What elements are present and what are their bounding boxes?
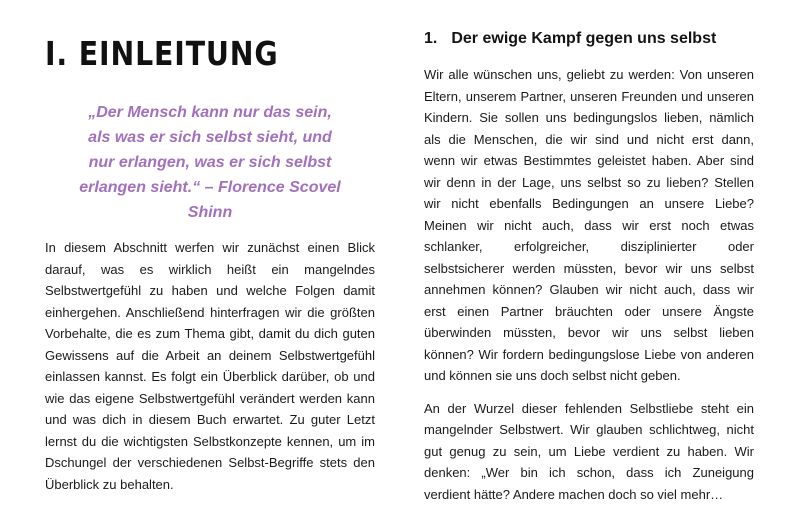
text-line: überwinden müssten, bevor wir uns selbst lieben <box>424 325 754 340</box>
text-line: und was dich in diesem Buch erwartet. Zu guter Letzt <box>45 412 375 427</box>
text-line: wie das eigene Selbstwertgefühl verändert werden kann <box>45 390 375 406</box>
section-title: Der ewige Kampf gegen uns selbst <box>451 30 717 47</box>
text-line: einhergehen. Anschließend hinterfragen wir die größten <box>45 304 375 320</box>
text-line: An der Wurzel dieser fehlenden Selbstliebe steht ein <box>424 400 754 416</box>
text-line: wir denn in der Lage, uns selbst so zu lieben? Stellen <box>424 174 754 190</box>
text-line: mangelnder Selbstwert. Wir glauben schlichtweg, nicht <box>424 422 754 437</box>
text-line: Selbstwertgefühl zu haben und welche Folgen damit <box>45 283 375 298</box>
text-line: können? Wir fordern bedingungslose Liebe von anderen <box>424 346 754 362</box>
epigraph-quote <box>45 100 375 225</box>
text-line: verdient hätte? Andere machen doch so viel mehr… <box>424 486 724 502</box>
text-line: Wir alle wünschen uns, geliebt zu werden: Von unseren <box>424 67 754 82</box>
text-line: und können sie uns doch selbst nicht geben. <box>424 368 681 383</box>
text-line: darauf, was es wirklich heißt ein mangelndes <box>45 261 375 277</box>
text-line: erst einen Partner bräuchten oder unsere Ängste <box>424 303 754 319</box>
section-number: 1. <box>424 30 438 47</box>
quote-line: erlangen sieht.“ – Florence Scovel <box>79 179 341 196</box>
text-line: wir nicht ebenfalls Bedingungen an unsere Liebe? <box>424 196 754 211</box>
intro-paragraph <box>45 237 375 495</box>
text-line: Gewissens auf die Arbeit an deinem Selbstwertgefühl <box>45 347 375 363</box>
text-line: einlassen kannst. Es folgt ein Überblick darüber, ob und <box>45 369 375 384</box>
text-line: Meinen wir nicht auch, dass wir erst noch etwas <box>424 217 754 233</box>
chapter-title: I. EINLEITUNG <box>45 34 279 73</box>
text-line: gut genug zu sein, um Liebe verdient zu haben. Wir <box>424 443 754 459</box>
text-line: Kindern. Sie sollen uns bedingungslos lieben, nämlich <box>424 110 754 125</box>
text-line: Überblick zu behalten. <box>45 476 174 492</box>
text-line: In diesem Abschnitt werfen wir zunächst einen Blick <box>45 240 375 255</box>
quote-line: als was er sich selbst sieht, und <box>88 129 332 146</box>
quote-line: „Der Mensch kann nur das sein, <box>88 104 332 121</box>
text-line: selbstsicherer werden müssten, bevor wir uns selbst <box>424 260 754 276</box>
text-line: lernst du die wichtigsten Selbstkonzepte kennen, um im <box>45 433 375 449</box>
right-page <box>424 28 754 505</box>
quote-line: Shinn <box>187 204 233 221</box>
left-page <box>45 30 375 495</box>
text-line: Eltern, unserem Partner, unseren Freunden und unseren <box>424 88 754 104</box>
quote-line: nur erlangen, was er sich selbst <box>88 154 332 171</box>
paragraph-2 <box>424 398 754 506</box>
text-line: als die Menschen, die wir sind und nicht erst dann, <box>424 131 754 147</box>
text-line: Vorbehalte, die es zum Thema gibt, damit du dich guten <box>45 326 375 341</box>
text-line: denken: „Wer bin ich schon, dass ich Zuneigung <box>424 465 754 480</box>
text-line: Dschungel der verschiedenen Selbst-Begriffe stets den <box>45 455 375 470</box>
text-line: annehmen können? Glauben wir nicht auch, dass wir <box>424 282 754 297</box>
text-line: schlanker, erfolgreicher, disziplinierter oder <box>424 239 754 254</box>
section-heading <box>424 28 754 50</box>
text-line: wenn wir etwas Bestimmtes geleistet haben. Aber sind <box>424 153 754 168</box>
paragraph-1 <box>424 64 754 387</box>
